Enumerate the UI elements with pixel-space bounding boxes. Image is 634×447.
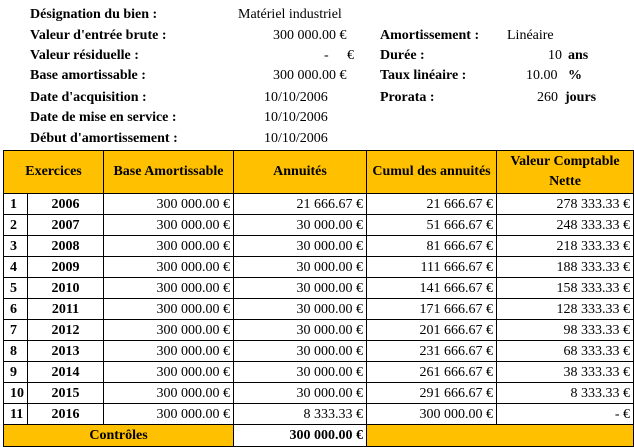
row-cumul-cell[interactable]: 231 666.67 € [367,341,497,362]
base-amortissable-value[interactable]: 300 000.00 € [273,68,347,83]
prorata-label[interactable]: Prorata : [380,90,435,105]
controls-total[interactable]: 300 000.00 € [234,425,367,447]
row-year-cell[interactable]: 2008 [28,236,104,257]
table-row [4,236,634,257]
row-vcn-cell[interactable]: 98 333.33 € [497,320,634,341]
row-base-cell[interactable]: 300 000.00 € [104,404,234,425]
row-vcn-cell[interactable]: 128 333.33 € [497,299,634,320]
taux-unit: % [568,68,582,83]
info-row-valeur-residuelle [0,46,634,66]
row-index-cell[interactable]: 7 [4,320,28,341]
row-annuite-cell[interactable]: 30 000.00 € [234,215,367,236]
row-year-cell[interactable]: 2011 [28,299,104,320]
row-year-cell[interactable]: 2013 [28,341,104,362]
taux-label[interactable]: Taux linéaire : [380,68,467,83]
row-cumul-cell[interactable]: 291 666.67 € [367,383,497,404]
header-base[interactable]: Base Amortissable [104,151,234,194]
info-row-date-service [0,108,634,128]
row-annuite-cell[interactable]: 30 000.00 € [234,236,367,257]
date-acquisition-value[interactable]: 10/10/2006 [264,90,328,105]
row-base-cell[interactable]: 300 000.00 € [104,383,234,404]
table-row [4,383,634,404]
amortissement-value[interactable]: Linéaire [507,28,554,43]
controls-row [4,425,634,447]
row-base-cell[interactable]: 300 000.00 € [104,320,234,341]
row-vcn-cell[interactable]: 8 333.33 € [497,383,634,404]
base-amortissable-label[interactable]: Base amortissable : [30,68,146,83]
row-annuite-cell[interactable]: 30 000.00 € [234,341,367,362]
table-row [4,320,634,341]
taux-value[interactable]: 10.00 [526,68,558,83]
row-annuite-cell[interactable]: 30 000.00 € [234,278,367,299]
row-base-cell[interactable]: 300 000.00 € [104,215,234,236]
row-index-cell[interactable]: 2 [4,215,28,236]
table-row [4,341,634,362]
duree-value[interactable]: 10 [548,48,562,63]
info-row-date-acquisition [0,88,634,108]
row-cumul-cell[interactable]: 111 666.67 € [367,257,497,278]
row-annuite-cell[interactable]: 8 333.33 € [234,404,367,425]
row-cumul-cell[interactable]: 171 666.67 € [367,299,497,320]
prorata-unit: jours [565,90,597,105]
row-year-cell[interactable]: 2015 [28,383,104,404]
row-annuite-cell[interactable]: 30 000.00 € [234,299,367,320]
row-vcn-cell[interactable]: 68 333.33 € [497,341,634,362]
table-row [4,257,634,278]
row-vcn-cell[interactable]: 248 333.33 € [497,215,634,236]
row-cumul-cell[interactable]: 21 666.67 € [367,194,497,215]
row-cumul-cell[interactable]: 51 666.67 € [367,215,497,236]
date-service-label[interactable]: Date de mise en service : [30,110,177,125]
valeur-residuelle-value[interactable]: - [324,48,329,63]
row-vcn-cell[interactable]: 158 333.33 € [497,278,634,299]
row-index-cell[interactable]: 5 [4,278,28,299]
duree-label[interactable]: Durée : [380,48,425,63]
row-year-cell[interactable]: 2009 [28,257,104,278]
designation-value[interactable]: Matériel industriel [238,7,342,22]
row-index-cell[interactable]: 11 [4,404,28,425]
row-vcn-cell[interactable]: 218 333.33 € [497,236,634,257]
row-vcn-cell[interactable]: 188 333.33 € [497,257,634,278]
header-vcn[interactable]: Valeur Comptable Nette [497,151,634,194]
info-row-designation [0,5,634,25]
row-base-cell[interactable]: 300 000.00 € [104,236,234,257]
debut-amort-value[interactable]: 10/10/2006 [264,131,328,146]
valeur-residuelle-label[interactable]: Valeur résiduelle : [30,48,139,63]
row-vcn-cell[interactable]: 38 333.33 € [497,362,634,383]
row-vcn-cell[interactable]: - € [497,404,634,425]
row-base-cell[interactable]: 300 000.00 € [104,299,234,320]
row-index-cell[interactable]: 1 [4,194,28,215]
row-index-cell[interactable]: 10 [4,383,28,404]
table-row [4,404,634,425]
row-index-cell[interactable]: 9 [4,362,28,383]
amortization-table [3,150,634,447]
row-base-cell[interactable]: 300 000.00 € [104,341,234,362]
row-annuite-cell[interactable]: 30 000.00 € [234,383,367,404]
table-row [4,215,634,236]
row-index-cell[interactable]: 6 [4,299,28,320]
row-index-cell[interactable]: 8 [4,341,28,362]
controls-label[interactable]: Contrôles [4,425,234,447]
header-cumul[interactable]: Cumul des annuités [367,151,497,194]
info-row-valeur-entree [0,26,634,46]
row-vcn-cell[interactable]: 278 333.33 € [497,194,634,215]
prorata-value[interactable]: 260 [537,90,558,105]
table-body [4,194,634,425]
header-annuites[interactable]: Annuités [234,151,367,194]
date-service-value[interactable]: 10/10/2006 [264,110,328,125]
controls-empty-cell[interactable] [367,425,634,447]
row-cumul-cell[interactable]: 300 000.00 € [367,404,497,425]
row-cumul-cell[interactable]: 81 666.67 € [367,236,497,257]
valeur-residuelle-unit: € [347,48,354,63]
row-index-cell[interactable]: 3 [4,236,28,257]
row-year-cell[interactable]: 2014 [28,362,104,383]
row-cumul-cell[interactable]: 201 666.67 € [367,320,497,341]
row-annuite-cell[interactable]: 30 000.00 € [234,320,367,341]
header-exercices[interactable]: Exercices [4,151,104,194]
table-header-row [4,151,634,194]
valeur-entree-label[interactable]: Valeur d'entrée brute : [30,28,167,43]
info-row-base-amortissable [0,66,634,86]
row-year-cell[interactable]: 2007 [28,215,104,236]
amortissement-label[interactable]: Amortissement : [380,28,480,43]
row-year-cell[interactable]: 2010 [28,278,104,299]
table-row [4,194,634,215]
asset-info-panel [0,0,634,150]
designation-label[interactable]: Désignation du bien : [30,7,158,22]
row-base-cell[interactable]: 300 000.00 € [104,362,234,383]
table-row [4,299,634,320]
debut-amort-label[interactable]: Début d'amortissement : [30,131,178,146]
row-cumul-cell[interactable]: 141 666.67 € [367,278,497,299]
info-row-debut-amort [0,129,634,149]
date-acquisition-label[interactable]: Date d'acquisition : [30,90,147,105]
duree-unit: ans [568,48,589,63]
row-cumul-cell[interactable]: 261 666.67 € [367,362,497,383]
table-row [4,362,634,383]
row-base-cell[interactable]: 300 000.00 € [104,278,234,299]
row-base-cell[interactable]: 300 000.00 € [104,194,234,215]
row-annuite-cell[interactable]: 21 666.67 € [234,194,367,215]
valeur-entree-value[interactable]: 300 000.00 € [273,28,347,43]
row-base-cell[interactable]: 300 000.00 € [104,257,234,278]
row-year-cell[interactable]: 2016 [28,404,104,425]
row-year-cell[interactable]: 2012 [28,320,104,341]
row-year-cell[interactable]: 2006 [28,194,104,215]
row-annuite-cell[interactable]: 30 000.00 € [234,362,367,383]
table-row [4,278,634,299]
row-index-cell[interactable]: 4 [4,257,28,278]
row-annuite-cell[interactable]: 30 000.00 € [234,257,367,278]
